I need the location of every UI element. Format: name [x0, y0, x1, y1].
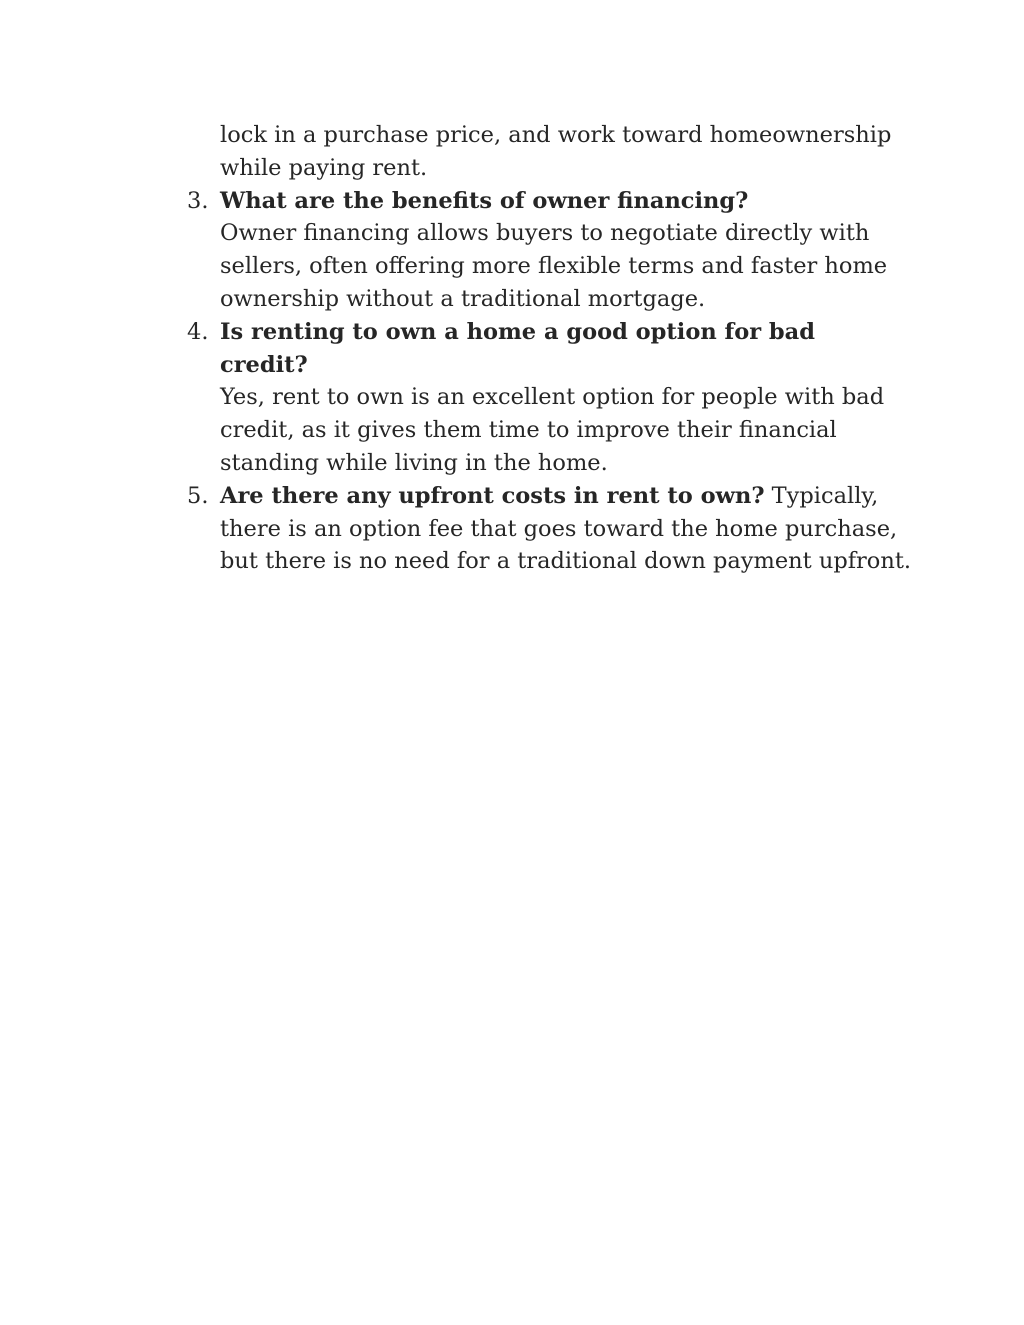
faq-question: Are there any upfront costs in rent to own? — [220, 482, 765, 509]
faq-content — [187, 119, 912, 578]
list-number: 3. — [187, 187, 209, 214]
faq-answer-line: but there is no need for a traditional down payment upfront. — [220, 548, 912, 575]
faq-item-3 — [187, 185, 900, 316]
faq-answer-line: sellers, often offering more flexible terms and faster home — [220, 253, 888, 280]
text-line: while paying rent. — [220, 154, 428, 181]
faq-answer-line: standing while living in the home. — [220, 449, 608, 476]
faq-question-line — [220, 480, 900, 513]
faq-answer-line: Yes, rent to own is an excellent option for people with bad — [220, 384, 885, 411]
answer-continuation — [220, 119, 900, 185]
faq-answer-inline: Typically, — [771, 482, 879, 509]
faq-item-4 — [187, 316, 900, 480]
faq-question: Is renting to own a home a good option for bad — [220, 318, 815, 345]
faq-answer-line: Owner financing allows buyers to negotiate directly with — [220, 220, 870, 247]
faq-answer-line: credit, as it gives them time to improve their financial — [220, 417, 837, 444]
faq-question: credit? — [220, 351, 308, 378]
list-number: 5. — [187, 482, 209, 509]
faq-answer-line: there is an option fee that goes toward the home purchase, — [220, 515, 898, 542]
faq-answer-line: ownership without a traditional mortgage. — [220, 285, 706, 312]
faq-question: What are the benefits of owner financing? — [220, 187, 749, 214]
text-line: lock in a purchase price, and work toward homeownership — [220, 122, 892, 148]
list-number: 4. — [187, 318, 209, 345]
faq-item-5 — [187, 480, 912, 578]
